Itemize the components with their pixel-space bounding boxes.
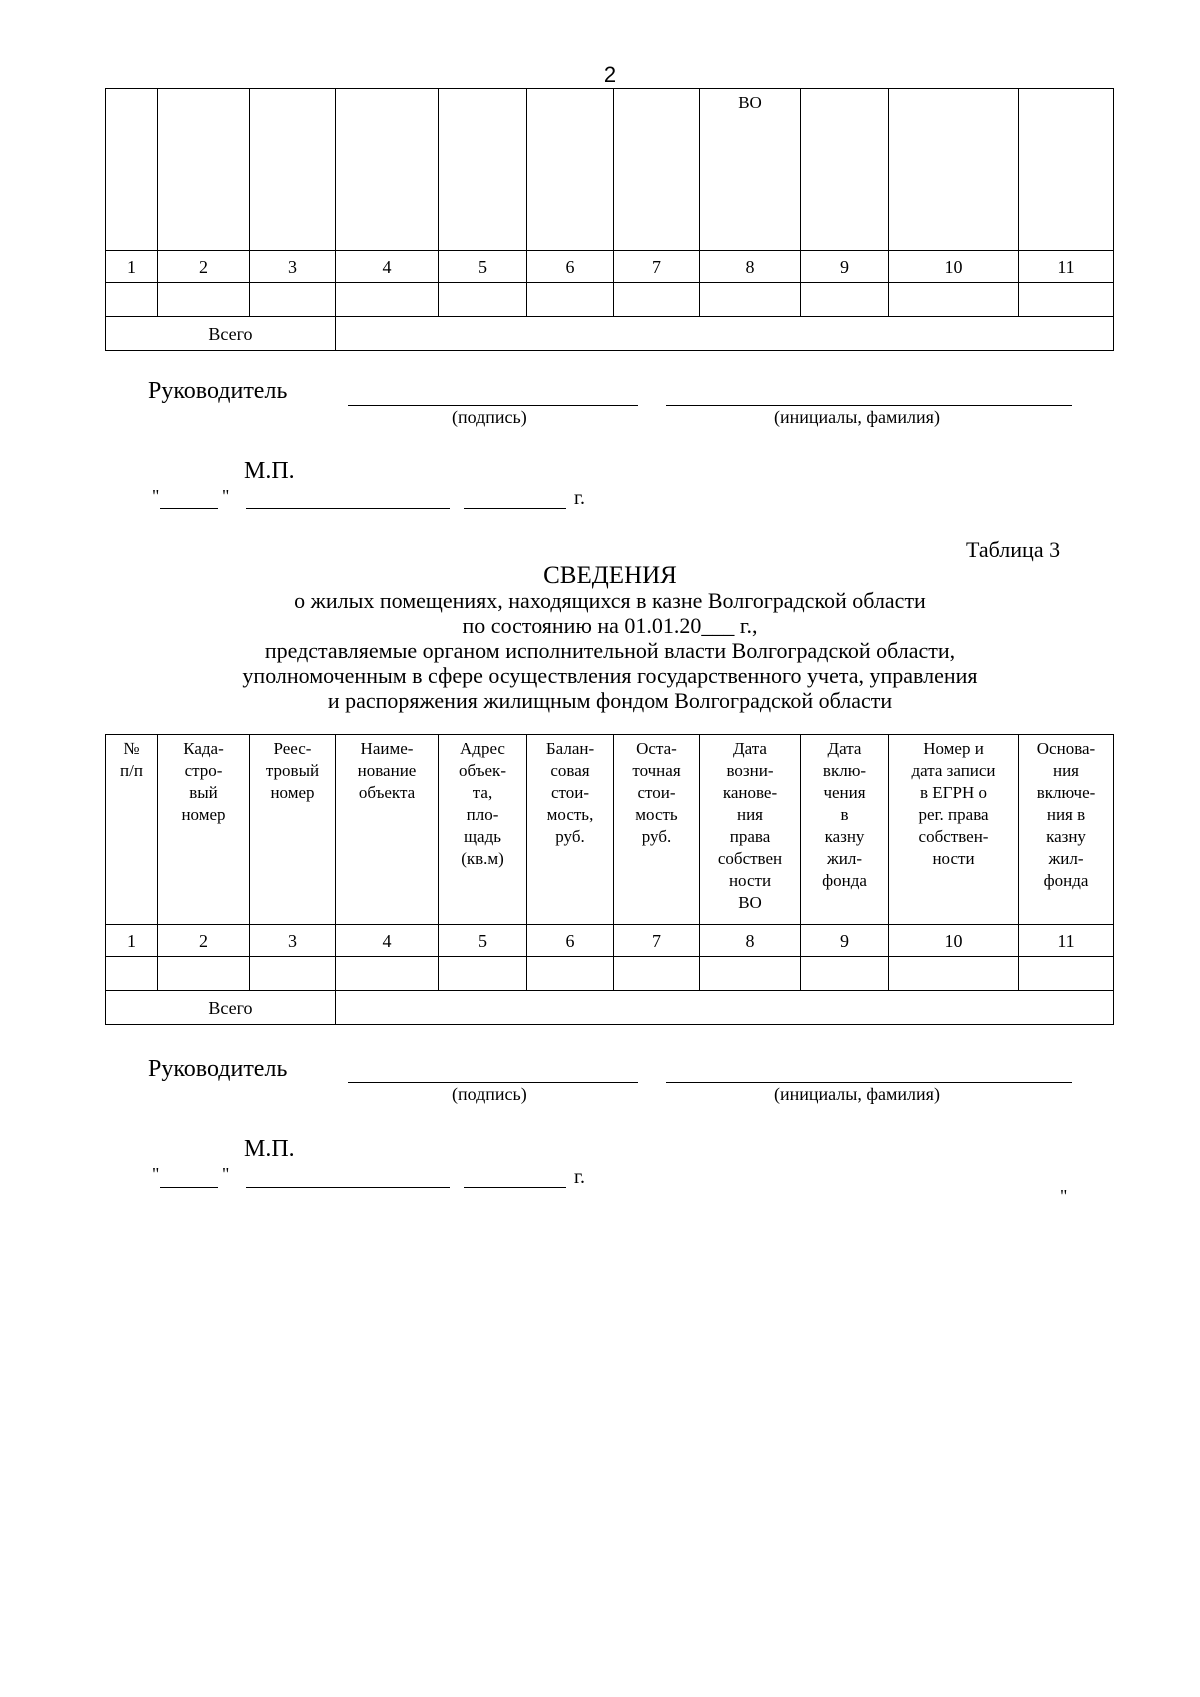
header-cell [250, 89, 336, 251]
title-line-3: представляемые органом исполнительной власти Волгоградской области, [264, 638, 956, 663]
column-number: 3 [250, 251, 336, 283]
header-line: руб. [555, 827, 585, 846]
header-line: та, [472, 783, 493, 802]
column-number: 6 [527, 251, 614, 283]
header-line: ния в [1046, 805, 1086, 824]
column-number-row [106, 251, 1114, 283]
header-cell [614, 89, 700, 251]
header-line: права [729, 827, 771, 846]
header-line: Основа- [1036, 739, 1096, 758]
empty-data-row [106, 957, 1114, 991]
header-cell [1019, 735, 1114, 925]
header-line: нование [357, 761, 417, 780]
year-suffix: г. [574, 487, 585, 509]
header-line: № [123, 739, 140, 758]
column-number: 7 [614, 251, 700, 283]
header-cell [158, 735, 250, 925]
header-line: Оста- [636, 739, 677, 758]
column-number: 4 [336, 251, 439, 283]
signature-line [348, 405, 638, 406]
name-caption: (инициалы, фамилия) [774, 407, 940, 427]
header-line: Дата [827, 739, 862, 758]
header-cell [250, 735, 336, 925]
header-cell [106, 89, 158, 251]
header-line: ВО [738, 893, 762, 912]
header-line: Дата [733, 739, 767, 758]
column-number: 4 [336, 925, 439, 957]
table-label: Таблица 3 [966, 537, 1061, 562]
stamp-label: М.П. [244, 458, 295, 484]
header-line: номер [181, 805, 226, 824]
header-cell [439, 735, 527, 925]
signature-caption: (подпись) [452, 1084, 527, 1104]
header-line: вклю- [822, 761, 867, 780]
date-year-line [464, 1187, 566, 1188]
empty-data-row [106, 283, 1114, 317]
header-line: Адрес [460, 739, 505, 758]
header-line: объекта [358, 783, 416, 802]
header-line: канове- [722, 783, 778, 802]
header-line: рег. права [918, 805, 989, 824]
table-main [105, 734, 1114, 1025]
header-line: мость, [546, 805, 594, 824]
header-cell [336, 89, 439, 251]
header-line: фонда [822, 871, 867, 890]
header-line: казну [824, 827, 865, 846]
date-year-line [464, 508, 566, 509]
column-number: 5 [439, 251, 527, 283]
date-quote-close: " [222, 486, 230, 506]
header-line: казну [1046, 827, 1086, 846]
header-cell [801, 735, 889, 925]
signature-line [348, 1082, 638, 1083]
column-number: 9 [801, 251, 889, 283]
title-line-5: и распоряжения жилищным фондом Волгоградской области [327, 688, 893, 713]
head-label: Руководитель [148, 1056, 288, 1082]
header-line: точная [632, 761, 681, 780]
header-line: стои- [637, 783, 676, 802]
date-quote-close: " [222, 1164, 230, 1184]
header-line: ности [728, 871, 772, 890]
header-line: Балан- [545, 739, 595, 758]
table-continuation [105, 88, 1114, 351]
header-cell: ВО [700, 89, 801, 251]
header-line: Реес- [273, 739, 312, 758]
column-number: 1 [106, 925, 158, 957]
column-number: 6 [527, 925, 614, 957]
column-number: 1 [106, 251, 158, 283]
column-number: 8 [700, 925, 801, 957]
header-cell [1019, 89, 1114, 251]
header-line: возни- [726, 761, 774, 780]
column-number: 8 [700, 251, 801, 283]
header-line: собствен [717, 849, 783, 868]
header-line: в ЕГРН о [920, 783, 987, 802]
header-line: собствен- [918, 827, 989, 846]
header-line: жил- [827, 849, 862, 868]
header-line: ности [932, 849, 975, 868]
title-line-4: уполномоченным в сфере осуществления государственного учета, управления [242, 663, 978, 688]
column-number: 2 [158, 925, 250, 957]
column-number-row [106, 925, 1114, 957]
signature-caption: (подпись) [452, 407, 527, 427]
date-day-line [160, 1187, 218, 1188]
stray-quote-mark: " [1060, 1186, 1068, 1206]
header-cell [889, 89, 1019, 251]
head-label: Руководитель [148, 378, 288, 404]
header-cell [158, 89, 250, 251]
header-line: Када- [183, 739, 224, 758]
column-number: 10 [889, 251, 1019, 283]
header-line: мость [635, 805, 678, 824]
stamp-label: М.П. [244, 1136, 295, 1162]
title-line-1: о жилых помещениях, находящихся в казне Волгоградской области [294, 588, 926, 613]
header-cell [527, 735, 614, 925]
header-cell [527, 89, 614, 251]
document-title: СВЕДЕНИЯ [543, 562, 677, 589]
header-cell [336, 735, 439, 925]
total-row [106, 317, 1114, 351]
header-line: руб. [641, 827, 672, 846]
header-line: щадь [463, 827, 502, 846]
column-number: 2 [158, 251, 250, 283]
column-number: 10 [889, 925, 1019, 957]
header-line: в [840, 805, 849, 824]
header-line: ния [1052, 761, 1079, 780]
date-quote-open: " [152, 486, 160, 506]
header-cell [801, 89, 889, 251]
header-line: стои- [550, 783, 589, 802]
header-line: (кв.м) [461, 849, 504, 868]
header-line: тровый [265, 761, 320, 780]
date-month-line [246, 508, 450, 509]
column-number: 11 [1019, 925, 1114, 957]
header-line: п/п [120, 761, 143, 780]
name-line [666, 405, 1072, 406]
header-line: включе- [1036, 783, 1096, 802]
page-number: 2 [603, 62, 617, 87]
date-day-line [160, 508, 218, 509]
header-line: совая [550, 761, 590, 780]
header-line: ния [736, 805, 763, 824]
header-line: чения [823, 783, 866, 802]
header-line: пло- [466, 805, 499, 824]
table-header-row [106, 89, 1114, 251]
header-line: объек- [459, 761, 506, 780]
header-line: Наиме- [360, 739, 414, 758]
header-line: дата записи [911, 761, 996, 780]
table-header-row [106, 735, 1114, 925]
year-suffix: г. [574, 1166, 585, 1188]
column-number: 11 [1019, 251, 1114, 283]
header-cell [106, 735, 158, 925]
total-row [106, 991, 1114, 1025]
name-caption: (инициалы, фамилия) [774, 1084, 940, 1104]
date-month-line [246, 1187, 450, 1188]
column-number: 7 [614, 925, 700, 957]
header-cell [614, 735, 700, 925]
total-label: Всего [106, 991, 336, 1025]
header-line: стро- [184, 761, 223, 780]
header-cell [889, 735, 1019, 925]
date-quote-open: " [152, 1164, 160, 1184]
name-line [666, 1082, 1072, 1083]
header-line: жил- [1048, 849, 1084, 868]
column-number: 3 [250, 925, 336, 957]
header-cell [700, 735, 801, 925]
header-line: Номер и [923, 739, 984, 758]
header-line: фонда [1043, 871, 1089, 890]
total-label: Всего [106, 317, 336, 351]
header-line: вый [189, 783, 218, 802]
header-line: номер [270, 783, 315, 802]
title-line-2: по состоянию на 01.01.20___ г., [462, 613, 758, 638]
column-number: 5 [439, 925, 527, 957]
column-number: 9 [801, 925, 889, 957]
header-cell [439, 89, 527, 251]
